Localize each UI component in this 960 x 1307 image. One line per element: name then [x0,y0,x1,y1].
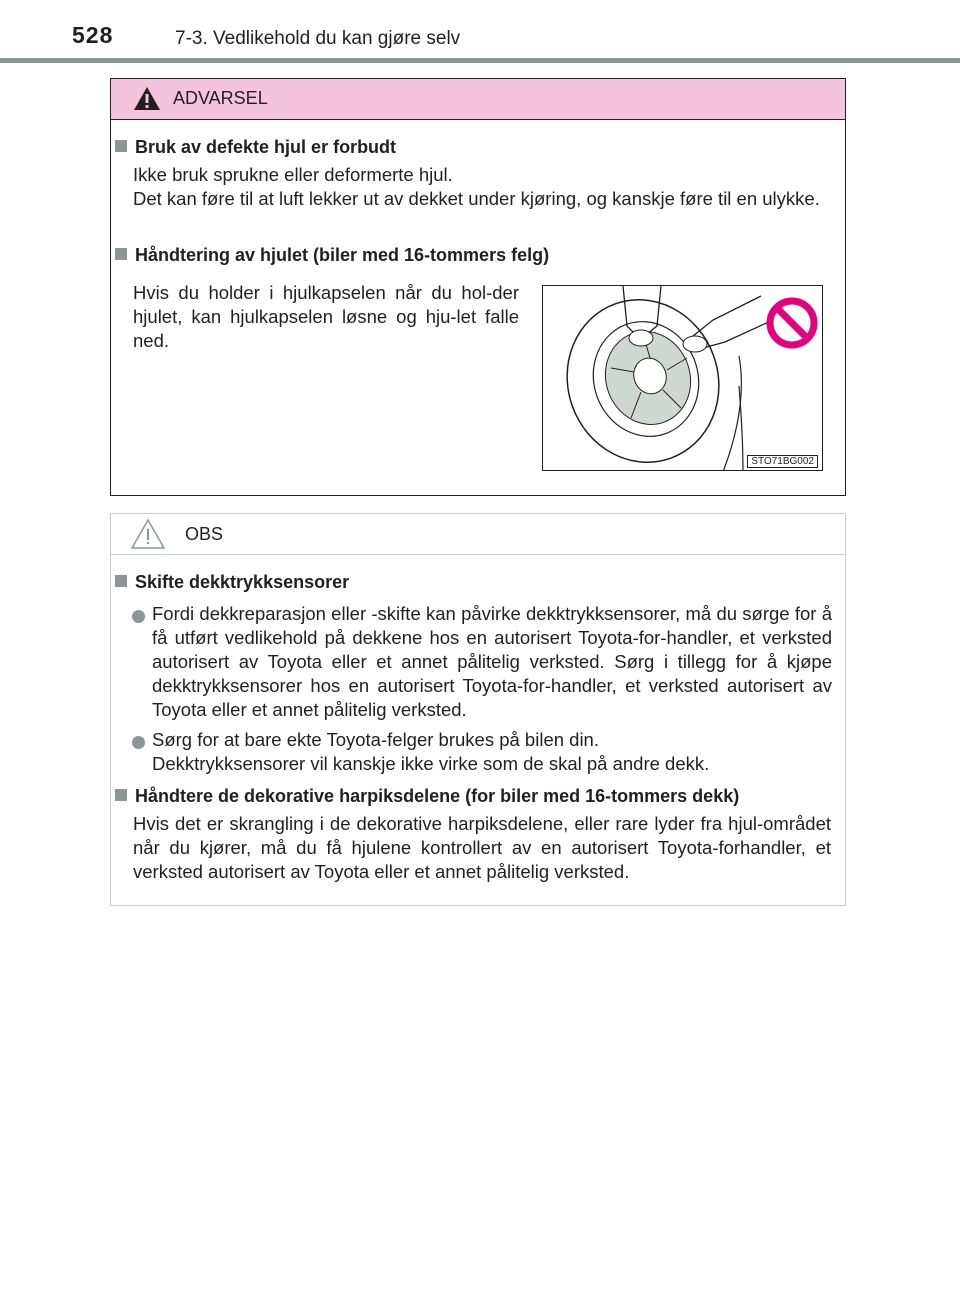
square-bullet-icon [115,248,127,260]
note-item1-heading: Skifte dekktrykksensorer [115,572,349,593]
note-box [110,513,846,906]
warning-box [110,78,846,496]
caution-triangle-icon [131,519,165,549]
page-number: 528 [72,22,114,48]
note-item1-bullet2: Sørg for at bare ekte Toyota-felger brukes på bilen din. Dekktrykksensorer vil kanskje ikke virke som de skal på andre dekk. [152,729,710,774]
note-header [111,514,845,555]
warning-item1-text: Ikke bruk sprukne eller deformerte hjul. Det kan føre til at luft lekker ut av dekket under kjøring, og kanskje føre til en ulykke. [133,164,820,209]
note-item2-heading: Håndtere de dekorative harpiksdelene (for biler med 16-tommers dekk) [115,786,739,807]
note-title: OBS [185,524,224,544]
wheel-handling-illustration [542,285,823,471]
warning-item2-text: Hvis du holder i hjulkapselen når du hol-der hjulet, kan hjulkapselen løsne og hju-let falle ned. [133,282,519,351]
warning-title: ADVARSEL [173,88,268,108]
figure-code: STO71BG002 [747,455,818,468]
note-item2-text: Hvis det er skrangling i de dekorative harpiksdelene, eller rare lyder fra hjul-området når du kjører, må du få hjulene kontrollert av en autorisert Toyota-forhandler, et verksted autorisert av Toyota eller et annet pålitelig verksted. [133,813,831,882]
round-bullet-icon [132,736,145,749]
square-bullet-icon [115,789,127,801]
prohibition-icon [765,296,819,350]
warning-item2-heading: Håndtering av hjulet (biler med 16-tommers felg) [115,245,549,266]
warning-item1-heading: Bruk av defekte hjul er forbudt [115,137,396,158]
square-bullet-icon [115,140,127,152]
header-rule [0,58,960,63]
warning-triangle-icon [133,86,161,111]
section-title: 7-3. Vedlikehold du kan gjøre selv [175,28,461,49]
warning-header [111,79,845,120]
note-item1-bullet1: Fordi dekkreparasjon eller -skifte kan påvirke dekktrykksensorer, må du sørge for å få utført vedlikehold på dekkene hos en autorisert Toyota-for-handler, et verksted autorisert av Toyota eller et annet pålitelig verksted. Sørg i tillegg for å kjøpe dekktrykksensorer hos en autorisert Toyota-for-handler, et verksted autorisert av Toyota eller et annet pålitelig verksted. [152,603,832,720]
round-bullet-icon [132,610,145,623]
square-bullet-icon [115,575,127,587]
